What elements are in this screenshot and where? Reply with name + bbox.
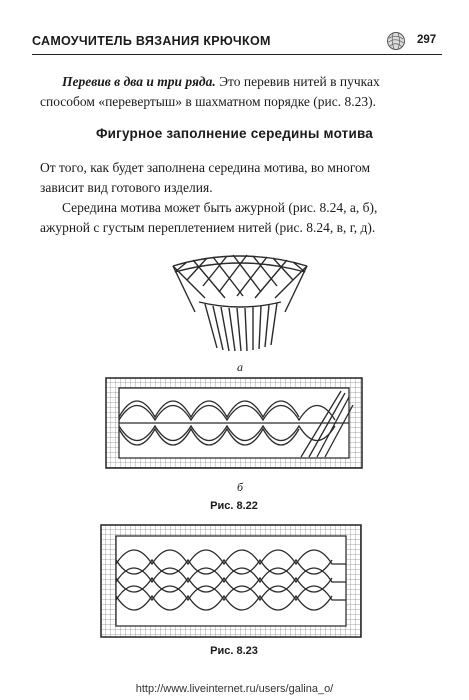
figure-a-fan-diagram [165,252,315,352]
run-in-heading: Перевив в два и три ряда. [62,74,216,89]
para1-line-2: зависит вид готового изделия. [40,180,213,195]
figure-8-23-mesh-panel [100,524,362,638]
para2-line-1: Середина мотива может быть ажурной (рис. 8.24, а, б), [62,200,378,215]
footer-url: http://www.liveinternet.ru/users/galina_o/ [135,683,334,695]
yarn-ball-icon [386,31,406,51]
intro-line-2: способом «перевертыш» в шахматном порядке (рис. 8.23). [40,94,376,109]
intro-line-1 [62,72,452,92]
figure-8-22-caption: Рис. 8.22 [210,500,258,512]
figure-a-label: а [237,360,243,374]
intro-line-1-text: Это перевив нитей в пучках [219,74,380,89]
figure-b-label: б [236,480,244,494]
para2-line-2: ажурной с густым переплетением нитей (рис. 8.24, в, г, д). [40,220,376,235]
para1-line-1: От того, как будет заполнена середина мотива, во многом [40,160,371,175]
section-heading: Фигурное заполнение середины мотива [95,126,374,141]
figure-8-23-caption: Рис. 8.23 [210,645,258,657]
figure-b-mesh-panel [105,377,363,469]
running-title: САМОУЧИТЕЛЬ ВЯЗАНИЯ КРЮЧКОМ [32,34,271,48]
page-number: 297 [417,34,437,46]
running-head [32,30,442,55]
